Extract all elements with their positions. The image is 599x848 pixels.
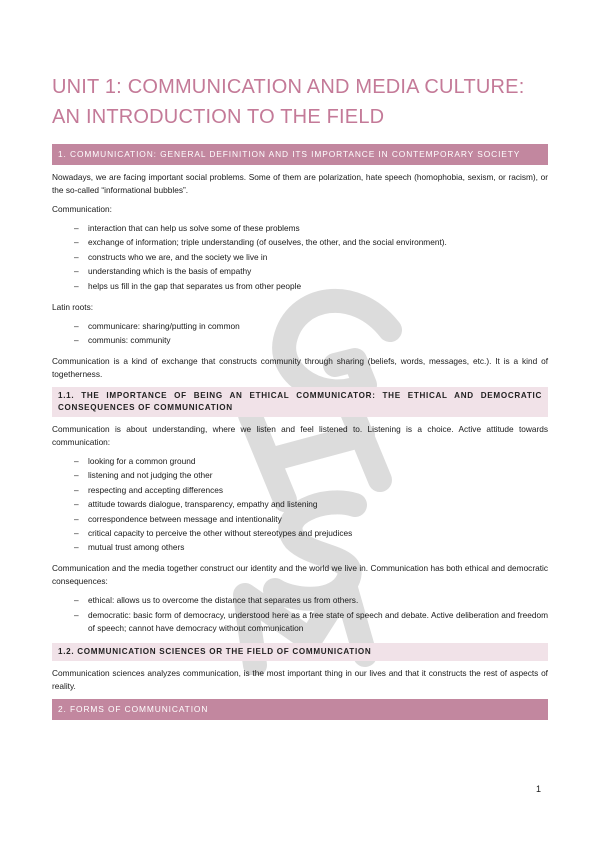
list-item: – interaction that can help us solve some of these problems (74, 223, 300, 233)
communication-label: Communication: (52, 204, 112, 214)
list-item: – helps us fill in the gap that separates us from other people (74, 280, 302, 291)
list-item: – communicare: sharing/putting in common (74, 320, 240, 331)
section-1-2-text: Communication sciences analyzes communication, is the most important thing in our lives and that it constructs the rest of aspects of reality. (52, 667, 548, 691)
section-2-heading: 2. FORMS OF COMMUNICATION (52, 699, 548, 720)
list-item: – constructs who we are, and the society we live in (74, 251, 268, 262)
latin-roots-label: Latin roots: (52, 301, 94, 312)
consequences-list (52, 594, 548, 634)
latin-roots-list (52, 320, 548, 347)
section-1-1-heading: 1.1. THE IMPORTANCE OF BEING AN ETHICAL COMMUNICATOR: THE ETHICAL AND DEMOCRATIC CONSEQUENCES OF COMMUNICATION (52, 387, 548, 417)
list-item: – exchange of information; triple understanding (of ouselves, the other, and the social environment). (74, 237, 447, 248)
unit-title: UNIT 1: COMMUNICATION AND MEDIA CULTURE: AN INTRODUCTION TO THE FIELD (52, 76, 525, 128)
list-item: – attitude towards dialogue, transparency, empathy and listening (74, 499, 318, 510)
list-item: – correspondence between message and intentionality (74, 513, 282, 524)
section-1-1-intro: Communication is about understanding, where we listen and feel listened to. Listening is a choice. Active attitude towards communication: (52, 423, 548, 447)
section-1-2-heading: 1.2. COMMUNICATION SCIENCES OR THE FIELD OF COMMUNICATION (52, 643, 548, 661)
list-item: – respecting and accepting differences (74, 484, 223, 495)
document-content (52, 72, 548, 726)
list-item: – looking for a common ground (74, 455, 196, 466)
list-item: – critical capacity to perceive the other without stereotypes and prejudices (74, 527, 353, 538)
list-item: – listening and not judging the other (74, 470, 213, 481)
section-1-intro: Nowadays, we are facing important social problems. Some of them are polarization, hate speech (homophobia, sexism, or racism), or the so-called “informational bubbles”. (52, 172, 548, 195)
list-item: – democratic: basic form of democracy, understood here as a free state of speech and debate. Active deliberation and freedom of speech; cannot have democracy without communication (74, 609, 548, 633)
list-item: – communis: community (74, 334, 171, 345)
attitude-list (52, 455, 548, 554)
communication-list (52, 222, 548, 293)
consequences-intro: Communication and the media together construct our identity and the world we live in. Communication has both ethical and democratic consequences: (52, 563, 548, 587)
page-number: 1 (536, 784, 542, 794)
list-item: – ethical: allows us to overcome the distance that separates us from others. (74, 595, 359, 606)
section-1-summary: Communication is a kind of exchange that constructs community through sharing (beliefs, words, messages, etc.). It is a kind of togetherness. (52, 355, 548, 379)
section-1-heading: 1. COMMUNICATION: GENERAL DEFINITION AND ITS IMPORTANCE IN CONTEMPORARY SOCIETY (52, 144, 548, 165)
list-item: – understanding which is the basis of empathy (74, 266, 252, 277)
list-item: – mutual trust among others (74, 542, 185, 553)
